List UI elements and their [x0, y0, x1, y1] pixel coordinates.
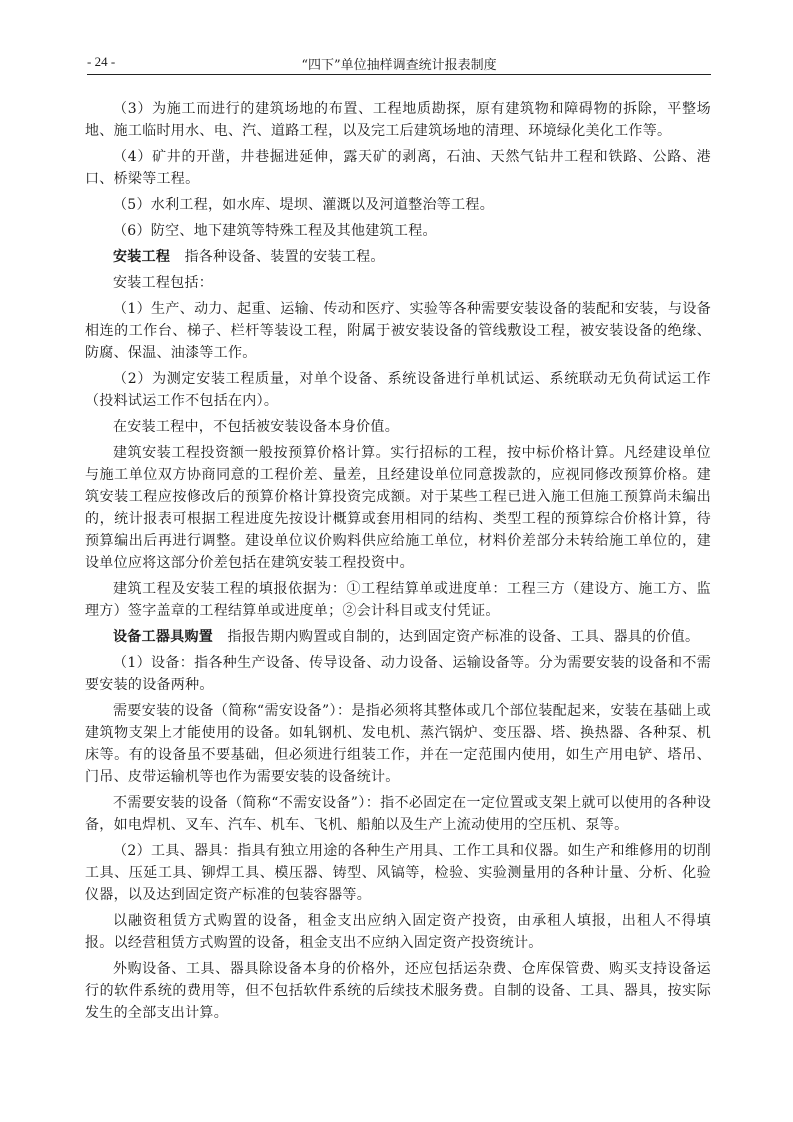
- paragraph: （1）生产、动力、起重、运输、传动和医疗、实验等各种需要安装设备的装配和安装，与设备相连的工作台、梯子、栏杆等装设工程，附属于被安装设备的管线敷设工程，被安装设备的绝缘、防腐、保温、油漆等工作。: [85, 301, 711, 361]
- paragraph: 安装工程包括：: [113, 275, 214, 291]
- paragraph: 建筑工程及安装工程的填报依据为：①工程结算单或进度单：工程三方（建设方、施工方、监理方）签字盖章的工程结算单或进度单；②会计科目或支付凭证。: [85, 581, 711, 619]
- paragraph: （2）工具、器具：指具有独立用途的各种生产用具、工作工具和仪器。如生产和维修用的切削工具、压延工具、铆焊工具、模压器、铸型、风镐等，检验、实验测量用的各种计量、分析、化验仪器，以及达到固定资产标准的包装容器等。: [85, 843, 711, 903]
- paragraph: 外购设备、工具、器具除设备本身的价格外，还应包括运杂费、仓库保管费、购买支持设备运行的软件系统的费用等，但不包括软件系统的后续技术服务费。自制的设备、工具、器具，按实际发生的全部支出计算。: [85, 961, 711, 1021]
- paragraph: 在安装工程中，不包括被安装设备本身价值。: [113, 419, 399, 435]
- paragraph: （5）水利工程，如水库、堤坝、灌溉以及河道整治等工程。: [113, 197, 495, 213]
- running-title: “四下”单位抽样调查统计报表制度: [301, 58, 497, 73]
- paragraph: 不需要安装的设备（简称“不需安设备”）：指不必固定在一定位置或支架上就可以使用的各种设备，如电焊机、叉车、汽车、机车、飞机、船舶以及生产上流动使用的空压机、泵等。: [85, 795, 711, 833]
- paragraph: （1）设备：指各种生产设备、传导设备、动力设备、运输设备等。分为需要安装的设备和不需要安装的设备两种。: [85, 655, 711, 693]
- paragraph: （2）为测定安装工程质量，对单个设备、系统设备进行单机试运、系统联动无负荷试运工作（投料试运工作不包括在内）。: [85, 371, 711, 409]
- term-heading: 设备工器具购置: [113, 629, 214, 645]
- paragraph: （3）为施工而进行的建筑场地的布置、工程地质勘探，原有建筑物和障碍物的拆除，平整场地、施工临时用水、电、汽、道路工程，以及完工后建筑场地的清理、环境绿化美化工作等。: [85, 101, 711, 139]
- document-body: [85, 98, 711, 1028]
- definition-paragraph: [85, 246, 711, 268]
- page-number: - 24 -: [87, 54, 116, 69]
- paragraph: 需要安装的设备（简称“需安设备”）：是指必须将其整体或几个部位装配起来，安装在基础上或建筑物支架上才能使用的设备。如轧钢机、发电机、蒸汽锅炉、变压器、塔、换热器、各种泵、机床等。有的设备虽不要基础，但必须进行组装工作，并在一定范围内使用，如生产用电铲、塔吊、门吊、皮带运输机等也作为需要安装的设备统计。: [85, 703, 711, 785]
- paragraph: （4）矿井的开凿，井巷掘进延伸，露天矿的剥离，石油、天然气钻井工程和铁路、公路、港口、桥梁等工程。: [85, 149, 711, 187]
- definition-text: 指各种设备、装置的安装工程。: [170, 249, 385, 265]
- definition-text: 指报告期内购置或自制的，达到固定资产标准的设备、工具、器具的价值。: [213, 629, 700, 645]
- paragraph: 以融资租赁方式购置的设备，租金支出应纳入固定资产投资，由承租人填报，出租人不得填报。以经营租赁方式购置的设备，租金支出不应纳入固定资产投资统计。: [85, 913, 711, 951]
- term-heading: 安装工程: [113, 249, 171, 265]
- paragraph: （6）防空、地下建筑等特殊工程及其他建筑工程。: [113, 223, 437, 239]
- page-header: [87, 50, 711, 75]
- paragraph: 建筑安装工程投资额一般按预算价格计算。实行招标的工程，按中标价格计算。凡经建设单位与施工单位双方协商同意的工程价差、量差，且经建设单位同意拨款的，应视同修改预算价格。建筑安装工程应按修改后的预算价格计算投资完成额。对于某些工程已进入施工但施工预算尚未编出的，统计报表可根据工程进度先按设计概算或套用相同的结构、类型工程的预算综合价格计算，待预算编出后再进行调整。建设单位议价购料供应给施工单位，材料价差部分未转给施工单位的，建设单位应将这部分价差包括在建筑安装工程投资中。: [85, 445, 711, 571]
- definition-paragraph: [85, 626, 711, 648]
